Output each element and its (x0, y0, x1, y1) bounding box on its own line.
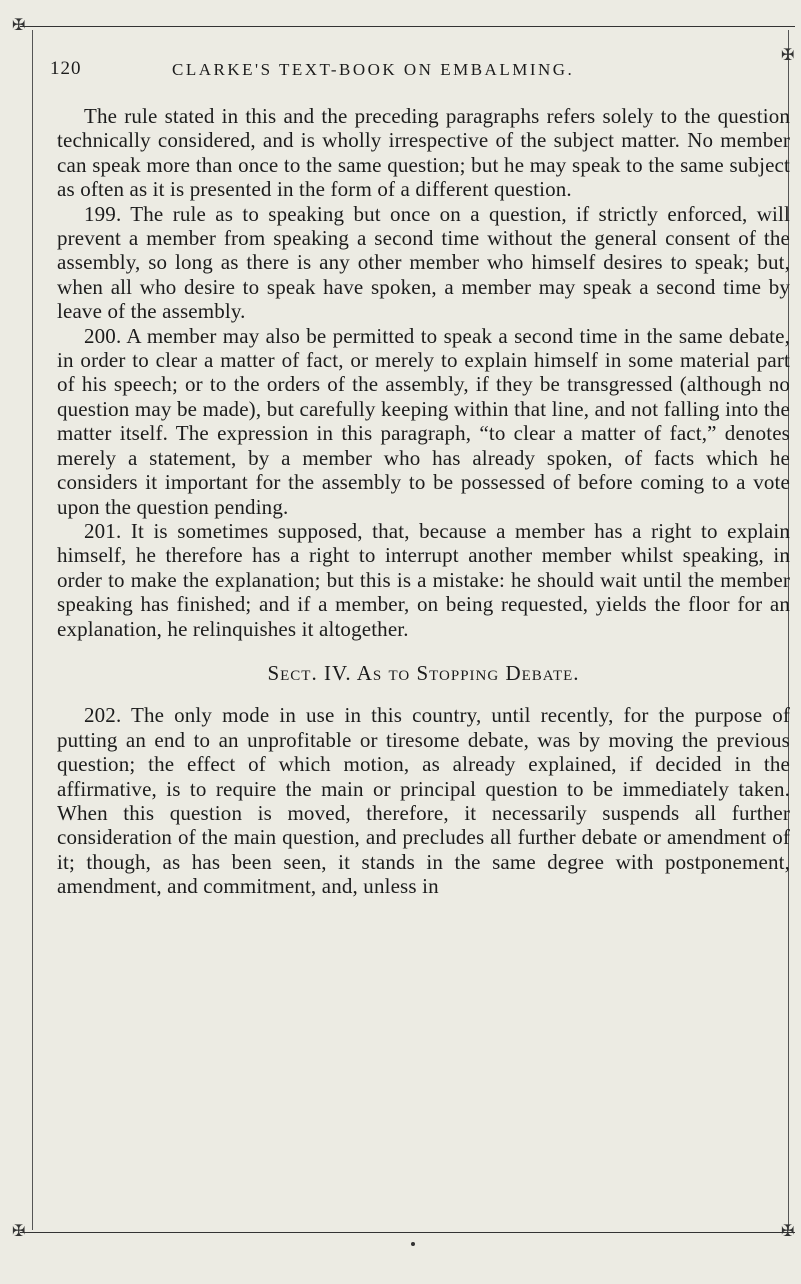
left-border-rule (32, 30, 33, 1230)
paragraph: The rule stated in this and the preceding paragraphs refers solely to the question technically considered, and is wholly irrespective of the subject matter. No member can speak more than once to the same question; but he may speak to the same subject as often as it is presented in the form of a different question. (57, 104, 790, 202)
ink-dot (411, 1242, 415, 1246)
body-text (57, 104, 790, 899)
top-border-rule (20, 26, 795, 27)
paragraph-200: 200. A member may also be permitted to speak a second time in the same debate, in order to clear a matter of fact, or merely to explain himself in some material part of his speech; or to the orders of the assembly, if they be transgressed (although no question may be made), but carefully keeping within that line, and not falling into the matter itself. The expression in this paragraph, “to clear a matter of fact,” denotes merely a statement, by a member who has already spoken, of facts which he considers it important for the assembly to be possessed of before coming to a vote upon the question pending. (57, 323, 790, 519)
paragraph-199: 199. The rule as to speaking but once on a question, if strictly enforced, will prevent a member from speaking a second time without the general consent of the assembly, so long as there is any other member who himself desires to speak; but, when all who desire to speak have spoken, a member may speak a second time by leave of the assembly. (57, 201, 790, 324)
corner-ornament-icon: ✠ (781, 47, 795, 64)
paragraph-202: 202. The only mode in use in this country, until recently, for the purpose of putting an end to an unprofitable or tiresome debate, was by moving the previous question; the effect of which motion, as already explained, if decided in the affirmative, is to require the main or principal question to be immediately taken. When this question is moved, therefore, it necessarily suspends all further consideration of the main question, and precludes all further debate or amendment of it; though, as has been seen, it stands in the same degree with postponement, amendment, and commitment, and, unless in (57, 703, 790, 899)
running-head: CLARKE'S TEXT-BOOK ON EMBALMING. (172, 60, 575, 79)
corner-ornament-icon: ✠ (781, 1223, 795, 1240)
corner-ornament-icon: ✠ (12, 17, 26, 34)
section-heading: Sect. IV. As to Stopping Debate. (267, 660, 580, 685)
page-number: 120 (50, 58, 82, 79)
page-header (44, 58, 784, 84)
paragraph-201: 201. It is sometimes supposed, that, because a member has a right to explain himself, he therefore has a right to interrupt another member whilst speaking, in order to make the explanation; but this is a mistake: he should wait until the member speaking has finished; and if a member, on being requested, yields the floor for an explanation, he relinquishes it altogether. (57, 518, 790, 641)
bottom-border-rule (20, 1232, 795, 1233)
corner-ornament-icon: ✠ (12, 1223, 26, 1240)
